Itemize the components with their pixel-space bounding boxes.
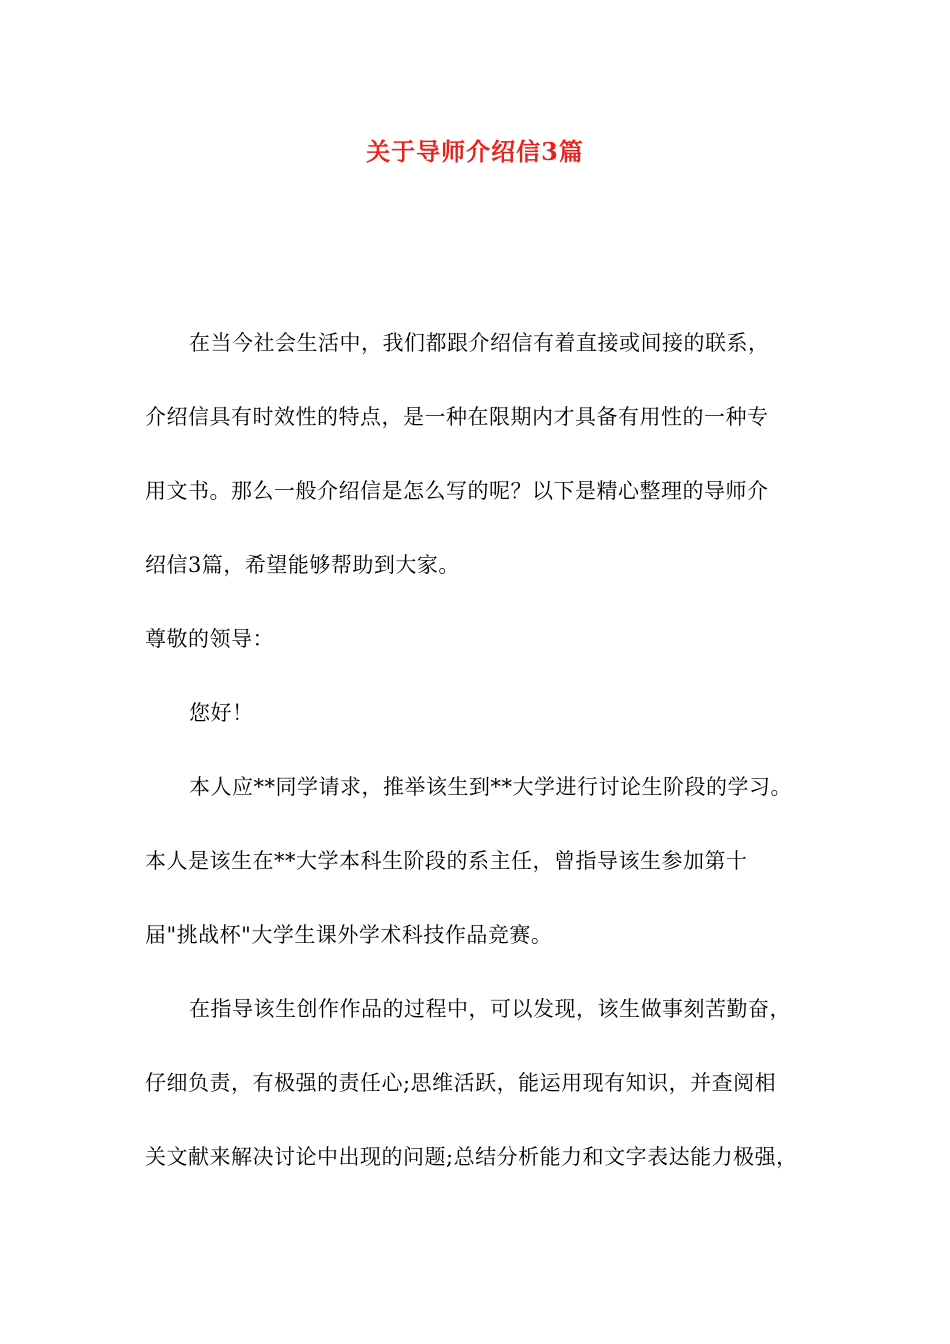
body-line-4: 在指导该生创作作品的过程中，可以发现，该生做事刻苦勤奋，	[189, 997, 791, 1021]
salutation: 尊敬的领导：	[145, 627, 274, 651]
body-line-1: 本人应**同学请求，推举该生到**大学进行讨论生阶段的学习。	[189, 775, 792, 799]
document-title: 关于导师介绍信3篇	[366, 137, 584, 166]
intro-line-3: 用文书。那么一般介绍信是怎么写的呢？以下是精心整理的导师介	[145, 479, 769, 503]
body-line-5: 仔细负责，有极强的责任心;思维活跃，能运用现有知识，并查阅相	[145, 1071, 777, 1095]
body-line-3: 届"挑战杯"大学生课外学术科技作品竞赛。	[145, 923, 553, 947]
intro-line-4: 绍信3篇，希望能够帮助到大家。	[145, 553, 460, 577]
body-line-2: 本人是该生在**大学本科生阶段的系主任，曾指导该生参加第十	[145, 849, 748, 873]
intro-line-2: 介绍信具有时效性的特点，是一种在限期内才具备有用性的一种专	[145, 405, 769, 429]
body-line-6: 关文献来解决讨论中出现的问题;总结分析能力和文字表达能力极强，	[145, 1145, 798, 1169]
greeting: 您好！	[189, 701, 254, 725]
intro-line-1: 在当今社会生活中，我们都跟介绍信有着直接或间接的联系，	[189, 331, 770, 355]
